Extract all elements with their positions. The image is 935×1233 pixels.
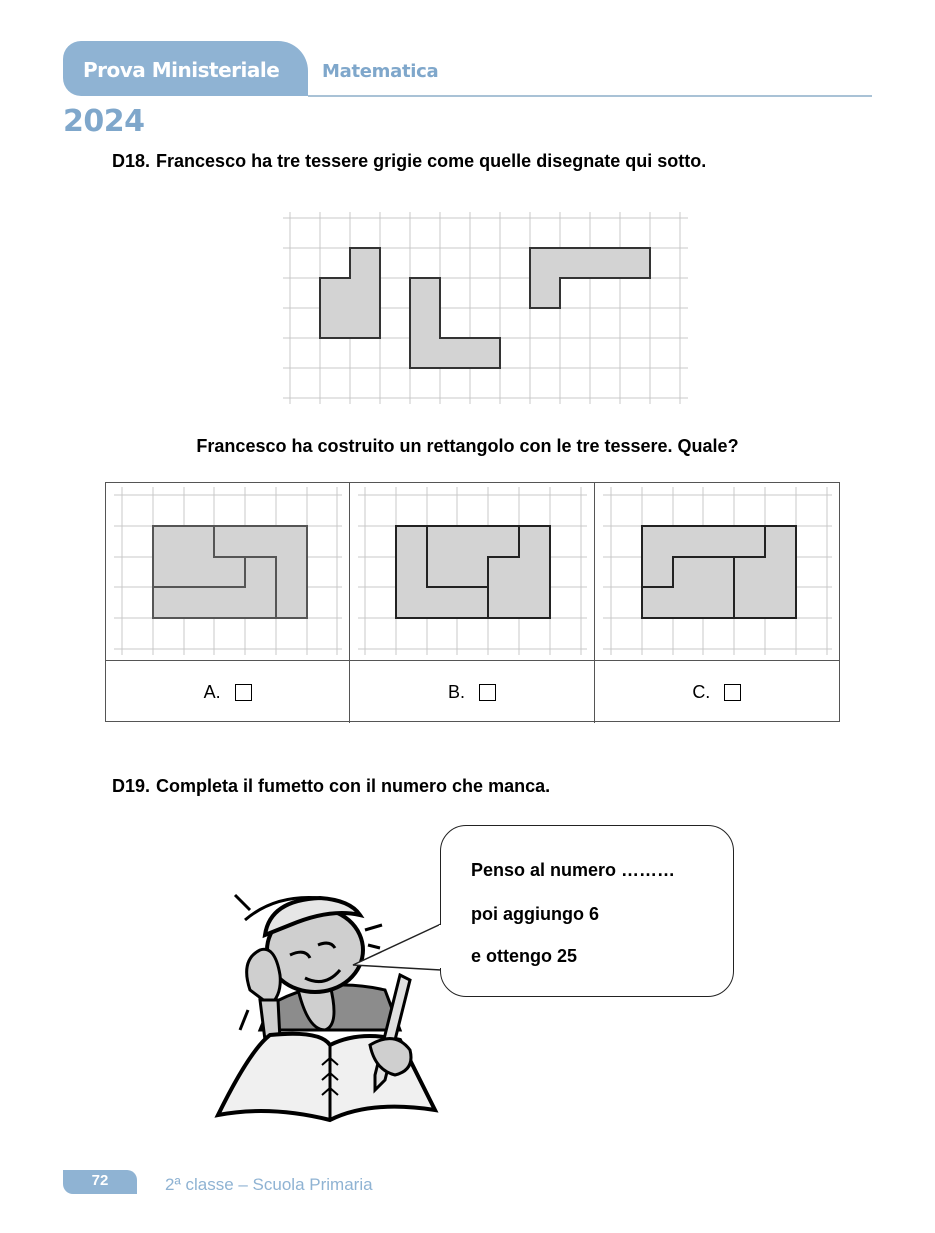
- header-divider: [308, 95, 872, 97]
- option-c-label: C.: [692, 681, 711, 702]
- option-a-figure: [106, 483, 350, 661]
- bubble-line-1[interactable]: Penso al numero ………: [471, 860, 676, 880]
- option-c[interactable]: [595, 661, 839, 723]
- tile-2: [410, 278, 500, 368]
- question-text: Completa il fumetto con il numero che manca.: [156, 776, 551, 796]
- question-text: Francesco ha tre tessere grigie come quelle disegnate qui sotto.: [156, 151, 707, 171]
- option-c-checkbox[interactable]: [724, 684, 741, 701]
- option-c-drawing: [595, 483, 840, 661]
- tile-grid-figure: [280, 208, 700, 408]
- question-d18: [112, 151, 706, 172]
- student-writing-illustration: [210, 880, 450, 1125]
- question-d18-sub: Francesco ha costruito un rettangolo con le tre tessere. Quale?: [196, 436, 739, 456]
- year-heading: 2024: [63, 104, 145, 139]
- option-b-label: B.: [447, 681, 465, 702]
- option-c-figure: [595, 483, 839, 661]
- option-a-label: A.: [203, 681, 221, 702]
- answer-options-table: [105, 482, 840, 722]
- bubble-line-3: e ottengo 25: [471, 946, 578, 966]
- speech-bubble-pointer: [345, 920, 445, 975]
- question-number: D19.: [112, 776, 151, 796]
- header-tab-label: Prova Ministeriale: [83, 58, 280, 82]
- footer-text: 2ª classe – Scuola Primaria: [165, 1175, 373, 1194]
- tile-1: [320, 248, 380, 338]
- option-a[interactable]: [106, 661, 350, 723]
- option-b-drawing: [350, 483, 595, 661]
- option-b-figure: [350, 483, 594, 661]
- option-a-drawing: [106, 483, 350, 661]
- option-a-checkbox[interactable]: [235, 684, 252, 701]
- bubble-joint: [439, 925, 443, 968]
- header-subject: Matematica: [322, 61, 439, 82]
- question-d19: [112, 776, 550, 797]
- question-number: D18.: [112, 151, 151, 171]
- bubble-line-2: poi aggiungo 6: [471, 904, 599, 924]
- option-b[interactable]: [350, 661, 594, 723]
- speech-bubble: [440, 825, 734, 997]
- option-b-checkbox[interactable]: [479, 684, 496, 701]
- page-number: 72: [91, 1172, 109, 1189]
